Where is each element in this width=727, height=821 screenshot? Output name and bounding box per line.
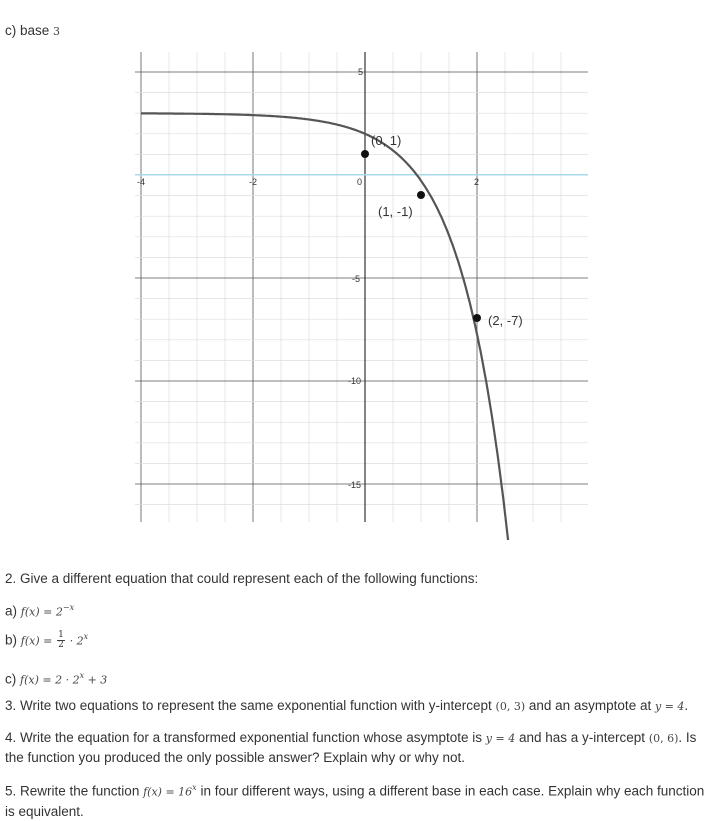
- q5-text: [5, 778, 717, 821]
- graph-point-1: [417, 191, 425, 199]
- x-tick-label-0: 0: [357, 177, 363, 187]
- q4-text2: and has a y-intercept: [518, 730, 646, 745]
- q2-part-a: [5, 599, 74, 622]
- q2-c-label: c): [5, 671, 17, 687]
- point-label-0-1: (0, 1): [371, 133, 402, 148]
- q5-exp: x: [192, 783, 197, 792]
- q2-b-lhs: f(x) =: [20, 634, 53, 648]
- q3-intercept: (0, 3): [495, 700, 526, 713]
- q4-text: [5, 728, 717, 767]
- q3-text3: .: [684, 698, 689, 713]
- q2-b-label: b): [5, 632, 18, 648]
- q2-c-lhs: f(x) = 2 · 2: [20, 673, 80, 687]
- q3-text1: 3. Write two equations to represent the same exponential function with y-intercept: [5, 698, 492, 713]
- q4-text1: 4. Write the equation for a transformed exponential function whose asymptote is: [5, 730, 483, 745]
- part-c-label: c) base: [5, 23, 50, 38]
- q2-b-num: 1: [58, 630, 64, 641]
- q2-part-c: [5, 667, 107, 690]
- q5-text2: in four different ways, using a different base in each case. Explain why each function is equivalent.: [5, 783, 705, 819]
- q5-text1: 5. Rewrite the function: [5, 783, 140, 799]
- q3-asymptote: y = 4: [654, 700, 685, 713]
- point-label-1-neg1: (1, -1): [378, 204, 413, 219]
- point-label-2-neg7: (2, -7): [488, 313, 523, 328]
- q2-prompt: 2. Give a different equation that could represent each of the following functions:: [5, 571, 479, 586]
- y-tick-label-neg5: -5: [352, 274, 361, 284]
- q3-text: [5, 697, 688, 716]
- q2-b-rest: · 2: [69, 634, 84, 648]
- y-tick-label-neg10: -10: [348, 376, 362, 386]
- q2-part-b: [5, 628, 88, 651]
- q2-b-exp: x: [83, 632, 89, 641]
- q2-a-lhs: f(x) = 2: [20, 605, 63, 619]
- x-tick-label-2: 2: [474, 177, 480, 187]
- part-c-base: 3: [53, 25, 61, 38]
- x-tick-label-neg2: -2: [249, 177, 258, 187]
- q2-a-exp: −x: [62, 603, 75, 612]
- y-tick-label-5: 5: [358, 67, 364, 77]
- q4-intercept: (0, 6): [648, 732, 679, 745]
- y-tick-label-neg15: -15: [348, 480, 362, 490]
- graph-point-0: [361, 150, 369, 158]
- q3-text2: and an asymptote at: [528, 698, 652, 713]
- q2-b-fraction: [57, 631, 65, 650]
- q5-function: f(x) = 16: [143, 785, 193, 799]
- q2-c-exp: x: [79, 671, 85, 680]
- x-tick-label-neg4: -4: [137, 177, 146, 187]
- graph-grid: [135, 52, 588, 522]
- q2-b-den: 2: [58, 640, 64, 651]
- q2-a-label: a): [5, 603, 18, 619]
- q4-asymptote: y = 4: [485, 732, 516, 745]
- q2-c-rest: + 3: [84, 673, 108, 687]
- graph-point-2: [473, 314, 481, 322]
- q4-text3: . Is the function you produced the only possible answer? Explain why or why not.: [5, 730, 697, 765]
